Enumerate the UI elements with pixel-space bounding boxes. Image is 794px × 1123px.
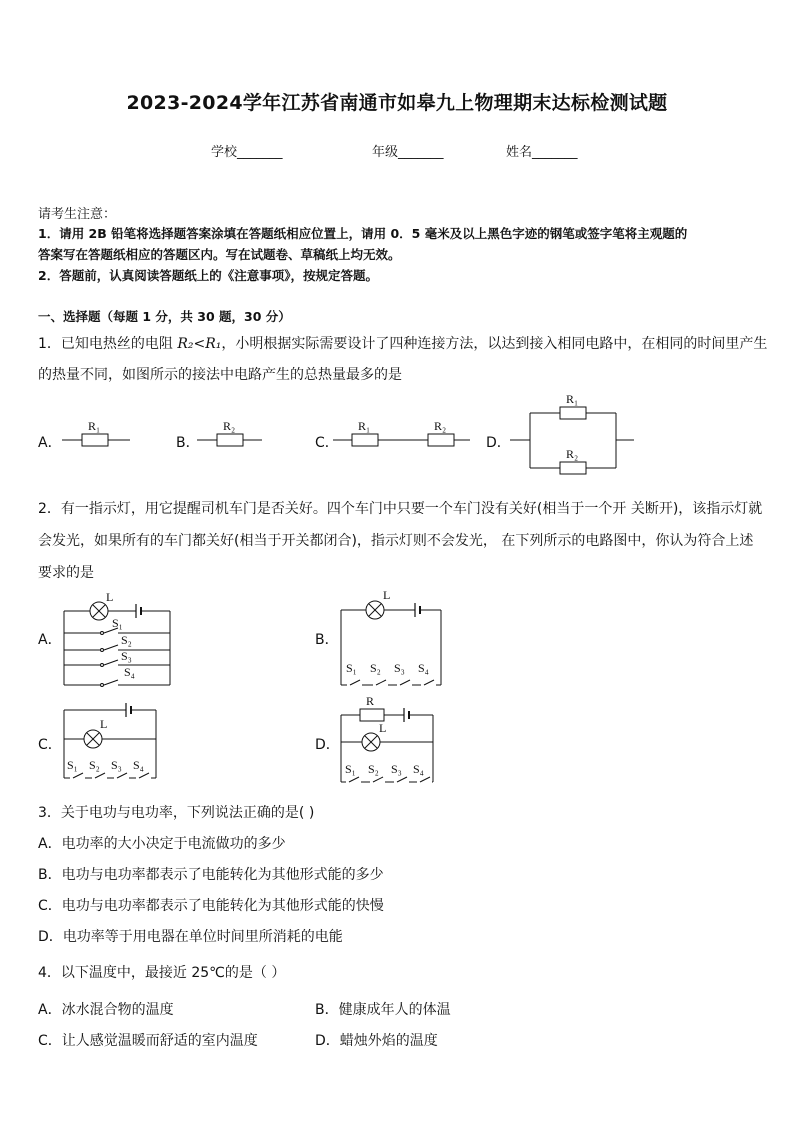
q4-option-c: C．让人感觉温暖而舒适的室内温度 <box>38 1033 258 1049</box>
name-field: 姓名_______ <box>506 145 578 160</box>
grade-field: 年级_______ <box>372 145 444 160</box>
q2b-s3-label: S₃ <box>394 661 405 675</box>
q1-stem-line2: 的热量不同，如图所示的接法中电路产生的总热量最多的是 <box>38 367 402 383</box>
section-heading: 一、选择题（每题 1 分，共 30 题，30 分） <box>38 309 291 324</box>
q3-option-b: B．电功与电功率都表示了电能转化为其他形式能的多少 <box>38 867 384 883</box>
q1b-r2-label: R₂ <box>223 419 236 433</box>
q2a-s2-label: S₂ <box>121 633 132 647</box>
q2d-s4-label: S₄ <box>413 762 424 776</box>
q1-option-c: C． <box>315 435 339 451</box>
q4-stem: 4．以下温度中，最接近 25℃的是（ ） <box>38 965 286 981</box>
q2-stem-line1: 2．有一指示灯，用它提醒司机车门是否关好。四个车门中只要一个车门没有关好(相当于一个开 关断开)，该指示灯就 <box>38 501 763 517</box>
q2-option-b: B． <box>315 632 339 648</box>
q1d-r1-label: R₁ <box>566 392 579 406</box>
q1-option-b: B． <box>176 435 200 451</box>
notice-item2: 2．答题前，认真阅读答题纸上的《注意事项》，按规定答题。 <box>38 268 378 283</box>
q2b-lamp-label: L <box>383 588 391 602</box>
q2a-lamp-label: L <box>106 590 114 604</box>
q1c-r1-label: R₁ <box>358 419 371 433</box>
q2d-s2-label: S₂ <box>368 762 379 776</box>
q2a-s3-label: S₃ <box>121 649 132 663</box>
q2-stem-line2: 会发光，如果所有的车门都关好(相当于开关都闭合)，指示灯则不会发光， 在下列所示的电路图中，你认为符合上述 <box>38 533 754 549</box>
q4-option-a: A．冰水混合物的温度 <box>38 1002 174 1018</box>
q1a-r1-label: R₁ <box>88 419 101 433</box>
q4-option-b: B．健康成年人的体温 <box>315 1002 451 1018</box>
q2c-s4-label: S₄ <box>133 758 144 772</box>
q2c-s3-label: S₃ <box>111 758 122 772</box>
notice-item1-line1: 1．请用 2B 铅笔将选择题答案涂填在答题纸相应位置上，请用 0．5 毫米及以上黑色字迹的钢笔或签字笔将主观题的 <box>38 226 688 241</box>
q2b-s2-label: S₂ <box>370 661 381 675</box>
q3-option-c: C．电功与电功率都表示了电能转化为其他形式能的快慢 <box>38 898 384 914</box>
q2d-s1-label: S₁ <box>345 762 356 776</box>
q2b-s4-label: S₄ <box>418 661 429 675</box>
q2-stem-line3: 要求的是 <box>38 565 94 581</box>
school-field: 学校_______ <box>211 145 283 160</box>
q1-option-a: A． <box>38 435 62 451</box>
q2c-s2-label: S₂ <box>89 758 100 772</box>
q2-option-a: A． <box>38 632 62 648</box>
notice-item1-line2: 答案写在答题纸相应的答题区内。写在试题卷、草稿纸上均无效。 <box>38 247 401 262</box>
q3-stem: 3．关于电功与电功率，下列说法正确的是( ) <box>38 805 315 821</box>
q2-option-c: C． <box>38 737 62 753</box>
q2c-s1-label: S₁ <box>67 758 78 772</box>
q2-option-d: D． <box>315 737 340 753</box>
q2d-s3-label: S₃ <box>391 762 402 776</box>
q2a-s4-label: S₄ <box>124 665 135 679</box>
q2c-lamp-label: L <box>100 717 108 731</box>
q1d-r2-label: R₂ <box>566 447 579 461</box>
q3-option-d: D．电功率等于用电器在单位时间里所消耗的电能 <box>38 929 343 945</box>
q1-option-d: D． <box>486 435 511 451</box>
q2a-s1-label: S₁ <box>112 616 123 630</box>
q1-math: R₂<R₁ <box>177 336 222 352</box>
q3-option-a: A．电功率的大小决定于电流做功的多少 <box>38 836 286 852</box>
q1c-r2-label: R₂ <box>434 419 447 433</box>
q4-option-d: D．蜡烛外焰的温度 <box>315 1033 438 1049</box>
q2b-s1-label: S₁ <box>346 661 357 675</box>
q1-stem-line1: 1．已知电热丝的电阻 R₂<R₁，小明根据实际需要设计了四种连接方法，以达到接入相同电路中，在相同的时间里产生 <box>38 336 768 352</box>
q2d-resistor-label: R <box>366 694 375 708</box>
page-title: 2023-2024学年江苏省南通市如皋九上物理期末达标检测试题 <box>126 92 668 114</box>
q2d-lamp-label: L <box>379 721 387 735</box>
notice-heading: 请考生注意： <box>38 207 117 222</box>
